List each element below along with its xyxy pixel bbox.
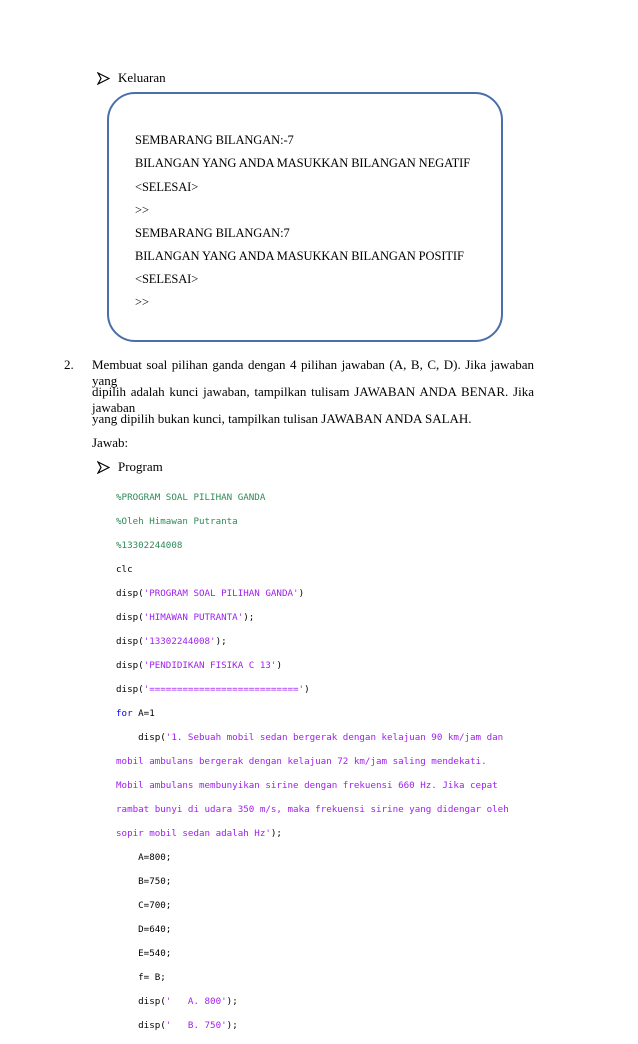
jawab-label: Jawab: <box>92 435 129 450</box>
code-line <box>116 636 509 648</box>
code-string: Mobil ambulans membunyikan sirine dengan frekuensi 660 Hz. Jika cepat <box>116 780 498 791</box>
code-text: A=800; <box>116 852 172 863</box>
output-line: BILANGAN YANG ANDA MASUKKAN BILANGAN POSITIF <box>135 249 464 263</box>
code-line <box>116 540 509 552</box>
code-text: disp( <box>116 612 144 623</box>
question-text-line: dipilih adalah kunci jawaban, tampilkan tulisam JAWABAN ANDA BENAR. Jika jawaban <box>92 384 534 415</box>
code-string: '===========================' <box>143 684 305 695</box>
code-string: '1. Sebuah mobil sedan bergerak dengan kelajuan 90 km/jam dan <box>165 732 504 743</box>
code-line <box>116 780 509 792</box>
code-text: clc <box>116 564 133 575</box>
code-text: ) <box>304 684 310 695</box>
code-line <box>116 588 509 600</box>
program-bullet <box>97 459 163 475</box>
code-text: f= B; <box>116 972 166 983</box>
code-text: A=1 <box>132 708 155 719</box>
arrow-bullet-icon <box>97 72 110 85</box>
code-line <box>116 492 509 504</box>
code-text: B=750; <box>116 876 172 887</box>
keluaran-bullet <box>97 70 166 86</box>
question-number: 2. <box>64 357 74 372</box>
output-line: SEMBARANG BILANGAN:-7 <box>135 133 294 147</box>
code-line <box>116 708 509 720</box>
code-comment: %13302244008 <box>116 540 183 551</box>
output-line: <SELESAI> <box>135 272 199 286</box>
code-line <box>116 876 509 888</box>
output-line: >> <box>135 203 149 217</box>
code-text: D=640; <box>116 924 172 935</box>
output-line: >> <box>135 295 149 309</box>
code-line <box>116 924 509 936</box>
code-line <box>116 900 509 912</box>
code-text: ); <box>215 636 227 647</box>
code-line <box>116 1020 509 1032</box>
code-line <box>116 612 509 624</box>
code-line <box>116 684 509 696</box>
question-text-line: Membuat soal pilihan ganda dengan 4 pilihan jawaban (A, B, C, D). Jika jawaban yang <box>92 357 534 388</box>
code-string: rambat bunyi di udara 350 m/s, maka frekuensi sirine yang didengar oleh <box>116 804 509 815</box>
code-comment: %Oleh Himawan Putranta <box>116 516 238 527</box>
program-label: Program <box>118 459 163 474</box>
code-text: ) <box>298 588 305 599</box>
code-line <box>116 804 509 816</box>
code-text: ); <box>226 996 238 1007</box>
code-string: '13302244008' <box>143 636 216 647</box>
code-comment: %PROGRAM SOAL PILIHAN GANDA <box>116 492 266 503</box>
code-text: disp( <box>116 636 144 647</box>
code-text: ) <box>276 660 282 671</box>
keluaran-label: Keluaran <box>118 70 166 85</box>
code-text: disp( <box>116 660 144 671</box>
question-text-line: yang dipilih bukan kunci, tampilkan tulisan JAWABAN ANDA SALAH. <box>92 411 472 426</box>
code-text: C=700; <box>116 900 172 911</box>
code-string: ' B. 750' <box>165 1020 227 1031</box>
code-line <box>116 996 509 1008</box>
code-text: disp( <box>116 684 144 695</box>
code-listing <box>116 480 509 1044</box>
code-line <box>116 972 509 984</box>
code-text: disp( <box>116 1020 166 1031</box>
output-line: <SELESAI> <box>135 180 199 194</box>
code-line <box>116 948 509 960</box>
code-string: mobil ambulans bergerak dengan kelajuan 72 km/jam saling mendekati. <box>116 756 487 767</box>
code-line <box>116 732 509 744</box>
code-string: ' A. 800' <box>165 996 227 1007</box>
code-text: disp( <box>116 732 166 743</box>
code-line <box>116 852 509 864</box>
code-line <box>116 564 509 576</box>
code-text: E=540; <box>116 948 172 959</box>
code-text: disp( <box>116 996 166 1007</box>
code-line <box>116 756 509 768</box>
code-line <box>116 660 509 672</box>
code-line <box>116 516 509 528</box>
output-line: SEMBARANG BILANGAN:7 <box>135 226 290 240</box>
code-keyword: for <box>116 708 133 719</box>
code-string: sopir mobil sedan adalah Hz' <box>116 828 271 839</box>
code-string: 'PENDIDIKAN FISIKA C 13' <box>143 660 277 671</box>
output-line: BILANGAN YANG ANDA MASUKKAN BILANGAN NEGATIF <box>135 156 471 170</box>
code-text: disp( <box>116 588 144 599</box>
code-string: 'HIMAWAN PUTRANTA' <box>143 612 244 623</box>
code-line <box>116 828 509 840</box>
arrow-bullet-icon <box>97 461 110 474</box>
code-text: ); <box>270 828 282 839</box>
code-text: ); <box>226 1020 238 1031</box>
code-text: ); <box>243 612 255 623</box>
output-box <box>107 92 503 342</box>
code-string: 'PROGRAM SOAL PILIHAN GANDA' <box>143 588 299 599</box>
